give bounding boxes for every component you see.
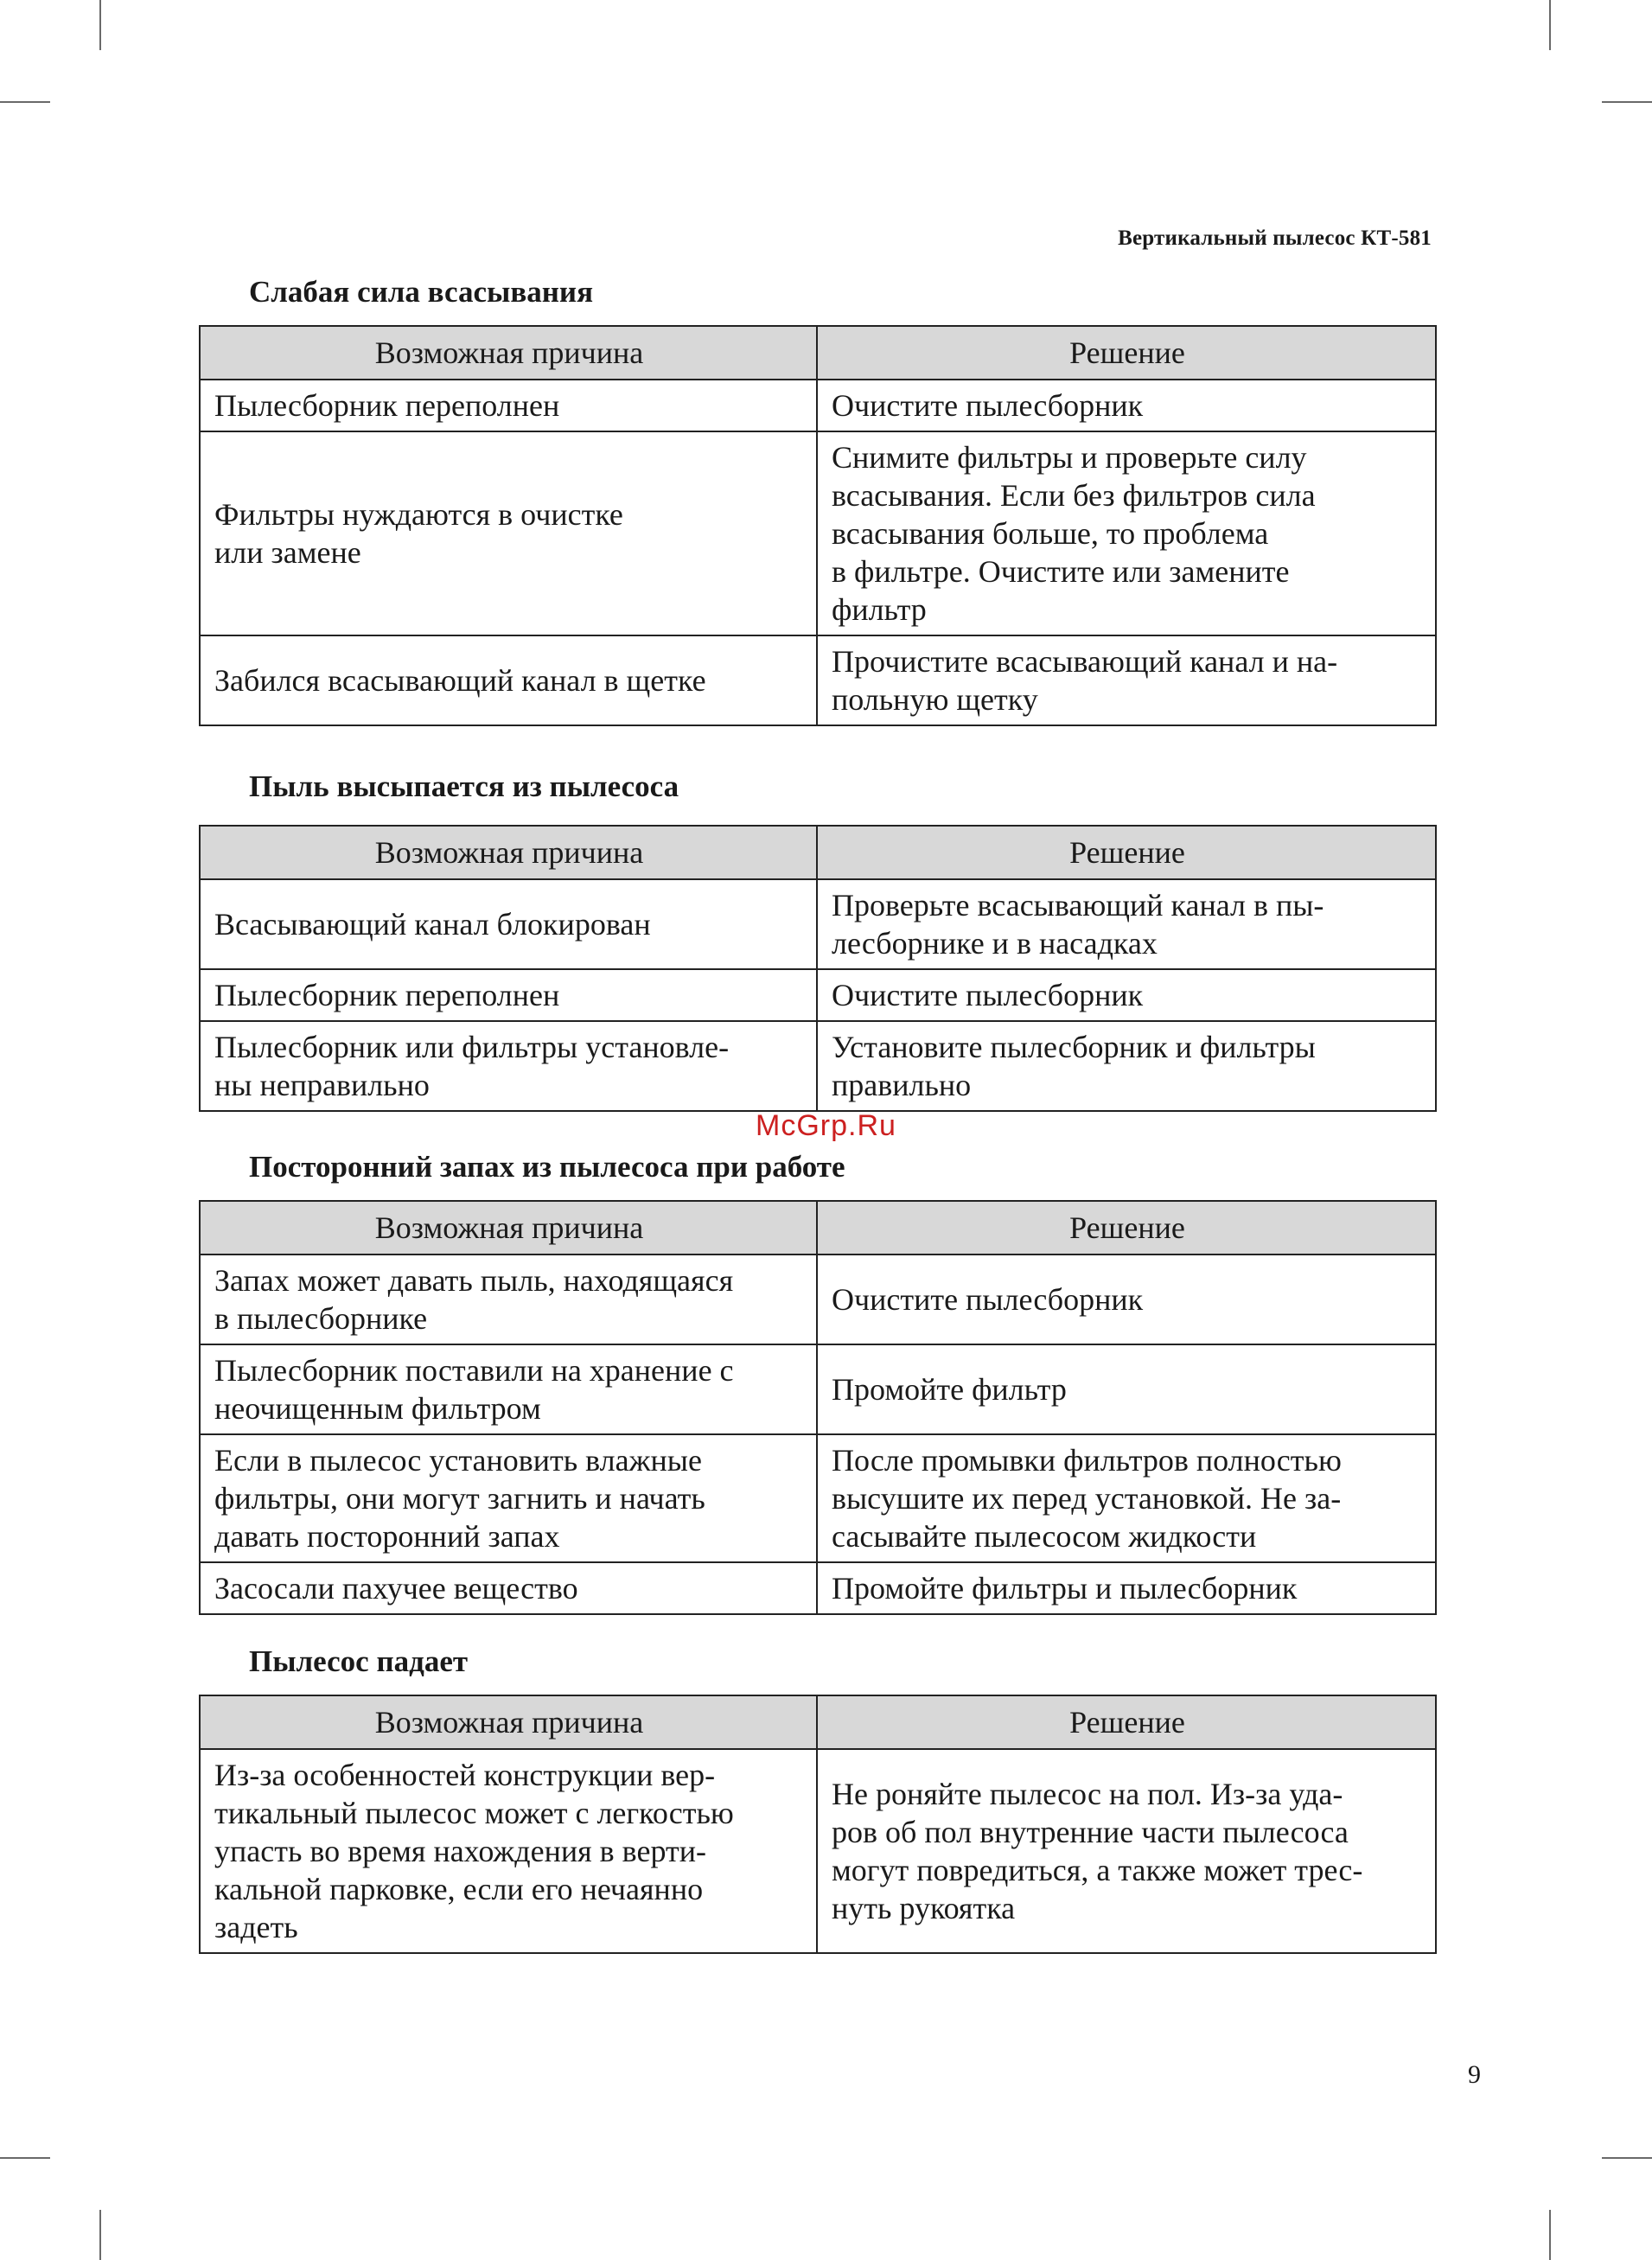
cause-cell: Пылесборник переполнен	[200, 380, 817, 431]
solution-cell: Установите пылесборник и фильтры правильно	[817, 1021, 1436, 1111]
table-row	[200, 1344, 1436, 1434]
column-header-solution: Решение	[817, 826, 1436, 879]
crop-mark	[1549, 0, 1551, 50]
troubleshooting-table	[199, 825, 1437, 1112]
table-row	[200, 380, 1436, 431]
section-title: Слабая сила всасывания	[249, 275, 594, 309]
crop-mark	[99, 0, 101, 50]
table-header-row	[200, 1695, 1436, 1749]
column-header-cause: Возможная причина	[200, 1201, 817, 1254]
running-header: Вертикальный пылесос КТ-581	[1118, 227, 1432, 250]
cause-cell: Если в пылесос установить влажные фильтры, они могут загнить и начать давать посторонний запах	[200, 1434, 817, 1562]
crop-mark	[1602, 101, 1652, 103]
column-header-solution: Решение	[817, 326, 1436, 380]
column-header-cause: Возможная причина	[200, 1695, 817, 1749]
solution-cell: Очистите пылесборник	[817, 380, 1436, 431]
cause-cell: Всасывающий канал блокирован	[200, 879, 817, 969]
solution-cell: Промойте фильтры и пылесборник	[817, 1562, 1436, 1614]
table-row	[200, 879, 1436, 969]
cause-cell: Из-за особенностей конструкции вер- тикальный пылесос может с легкостью упасть во время нахождения в верти- кальной парковке, если его нечаянно задеть	[200, 1749, 817, 1953]
column-header-solution: Решение	[817, 1201, 1436, 1254]
cause-cell: Засосали пахучее вещество	[200, 1562, 817, 1614]
table-row	[200, 431, 1436, 635]
table-header-row	[200, 1201, 1436, 1254]
table-row	[200, 635, 1436, 725]
section-title: Пылесос падает	[249, 1644, 469, 1678]
solution-cell: Промойте фильтр	[817, 1344, 1436, 1434]
table-row	[200, 1434, 1436, 1562]
table-row	[200, 1254, 1436, 1344]
column-header-cause: Возможная причина	[200, 826, 817, 879]
section-title: Посторонний запах из пылесоса при работе	[249, 1150, 845, 1184]
cause-cell: Забился всасывающий канал в щетке	[200, 635, 817, 725]
table-row	[200, 969, 1436, 1021]
cause-cell: Запах может давать пыль, находящаяся в пылесборнике	[200, 1254, 817, 1344]
solution-cell: Проверьте всасывающий канал в пы- лесборнике и в насадках	[817, 879, 1436, 969]
crop-mark	[1549, 2210, 1551, 2260]
table-row	[200, 1562, 1436, 1614]
column-header-solution: Решение	[817, 1695, 1436, 1749]
troubleshooting-table	[199, 325, 1437, 726]
crop-mark	[1602, 2157, 1652, 2159]
crop-mark	[0, 2157, 50, 2159]
solution-cell: Очистите пылесборник	[817, 969, 1436, 1021]
crop-mark	[0, 101, 50, 103]
solution-cell: Прочистите всасывающий канал и на- польную щетку	[817, 635, 1436, 725]
section-title: Пыль высыпается из пылесоса	[249, 769, 679, 803]
table-header-row	[200, 326, 1436, 380]
column-header-cause: Возможная причина	[200, 326, 817, 380]
troubleshooting-table	[199, 1695, 1437, 1954]
solution-cell: Не роняйте пылесос на пол. Из-за уда- ров об пол внутренние части пылесоса могут повредиться, а также может трес- нуть рукоятка	[817, 1749, 1436, 1953]
crop-mark	[99, 2210, 101, 2260]
cause-cell: Пылесборник поставили на хранение с неочищенным фильтром	[200, 1344, 817, 1434]
cause-cell: Пылесборник или фильтры установле- ны неправильно	[200, 1021, 817, 1111]
page-number: 9	[1468, 2060, 1481, 2089]
solution-cell: После промывки фильтров полностью высушите их перед установкой. Не за- сасывайте пылесосом жидкости	[817, 1434, 1436, 1562]
watermark-text: McGrp.Ru	[756, 1109, 896, 1142]
cause-cell: Пылесборник переполнен	[200, 969, 817, 1021]
troubleshooting-table	[199, 1200, 1437, 1615]
solution-cell: Очистите пылесборник	[817, 1254, 1436, 1344]
table-header-row	[200, 826, 1436, 879]
cause-cell: Фильтры нуждаются в очистке или замене	[200, 431, 817, 635]
solution-cell: Снимите фильтры и проверьте силу всасывания. Если без фильтров сила всасывания больше, то проблема в фильтре. Очистите или замените фильтр	[817, 431, 1436, 635]
table-row	[200, 1749, 1436, 1953]
table-row	[200, 1021, 1436, 1111]
